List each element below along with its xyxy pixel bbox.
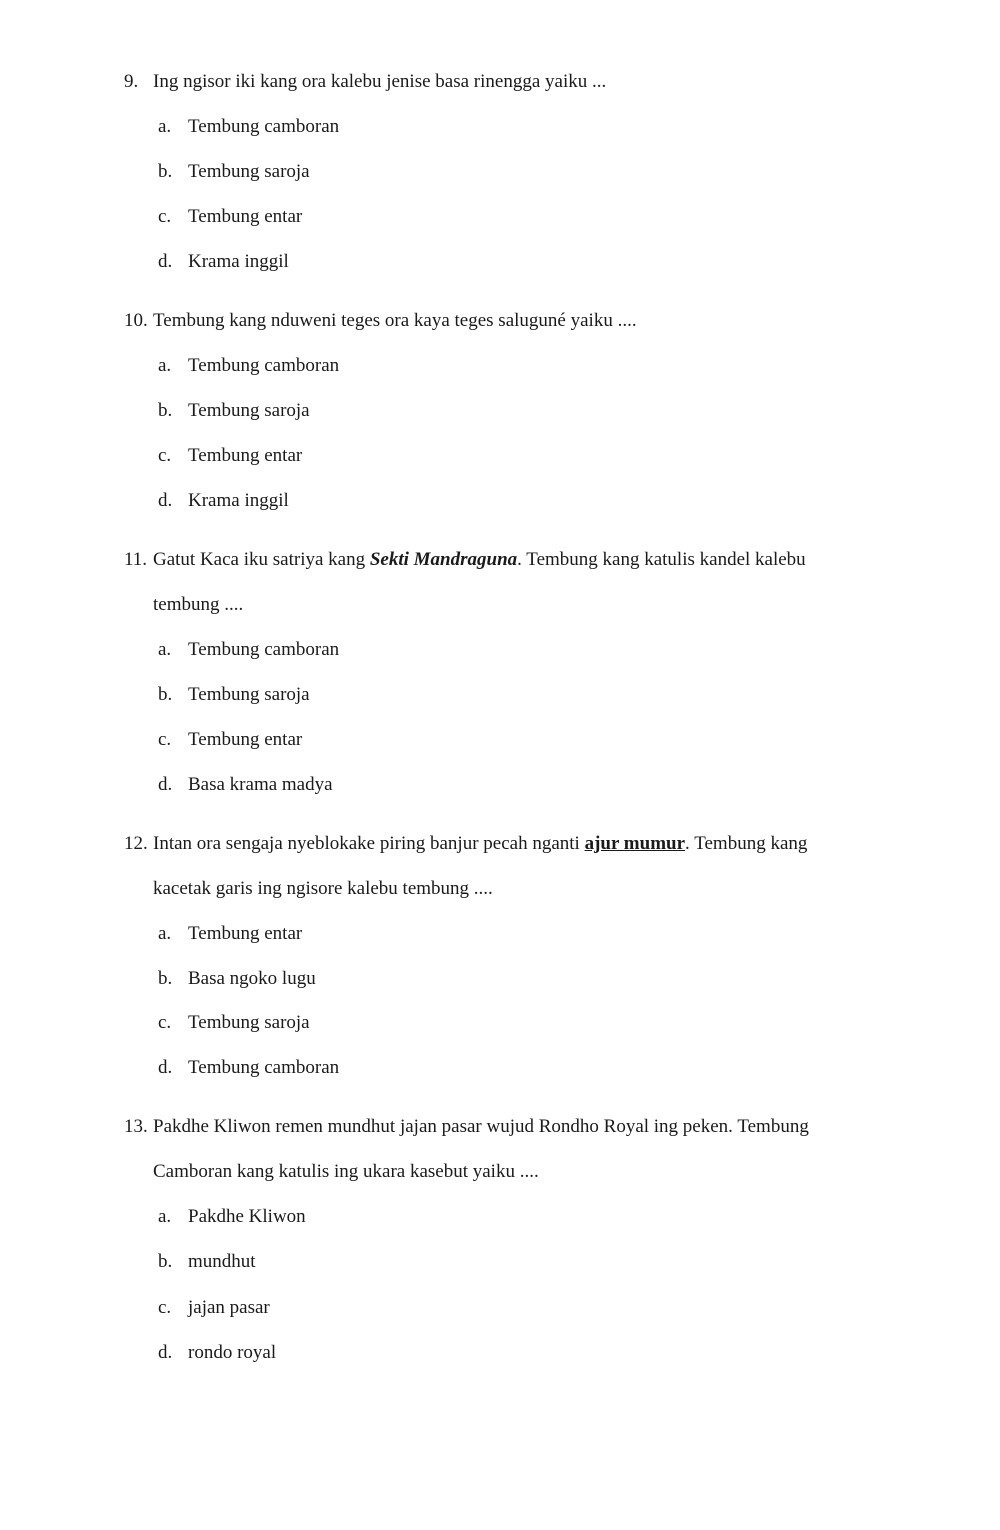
option-letter: b. — [158, 1251, 173, 1272]
option-letter: d. — [158, 1342, 173, 1363]
question-text-line2: tembung .... — [153, 594, 244, 615]
question-text-before: Gatut Kaca iku satriya kang — [153, 549, 370, 570]
option-letter: b. — [158, 161, 173, 182]
option-text: Tembung saroja — [188, 1012, 310, 1033]
question-text: Ing ngisor iki kang ora kalebu jenise basa rinengga yaiku ... — [153, 71, 607, 92]
question-text: Pakdhe Kliwon remen mundhut jajan pasar wujud Rondho Royal ing peken. Tembung — [153, 1116, 809, 1137]
option-letter: a. — [158, 923, 172, 944]
option-letter: a. — [158, 1206, 172, 1227]
option-letter: a. — [158, 355, 172, 376]
question-text-line2: Camboran kang katulis ing ukara kasebut yaiku .... — [153, 1161, 539, 1182]
emphasized-phrase: ajur mumur — [584, 833, 686, 854]
emphasized-phrase: Sekti Mandraguna — [369, 549, 518, 570]
option-text: Basa ngoko lugu — [188, 968, 316, 989]
question-number: 13. — [124, 1116, 148, 1137]
option-text: Tembung entar — [188, 923, 303, 944]
option-text: Tembung camboran — [188, 116, 340, 137]
option-letter: c. — [158, 445, 172, 466]
question-text — [153, 548, 806, 572]
option-letter: c. — [158, 1012, 172, 1033]
option-text: Tembung camboran — [188, 1057, 340, 1078]
option-letter: c. — [158, 206, 172, 227]
option-letter: d. — [158, 490, 173, 511]
question-number: 10. — [124, 310, 148, 331]
option-letter: b. — [158, 968, 173, 989]
option-text: Tembung entar — [188, 445, 303, 466]
option-text: Tembung camboran — [188, 355, 340, 376]
option-text: Pakdhe Kliwon — [188, 1206, 306, 1227]
question-text-line2: kacetak garis ing ngisore kalebu tembung .... — [153, 878, 493, 899]
question-text: Tembung kang nduweni teges ora kaya teges saluguné yaiku .... — [153, 310, 637, 331]
option-text: Tembung saroja — [188, 400, 310, 421]
option-text: jajan pasar — [188, 1297, 270, 1318]
option-text: Tembung camboran — [188, 639, 340, 660]
option-text: Tembung entar — [188, 206, 303, 227]
option-letter: b. — [158, 684, 173, 705]
option-text: Krama inggil — [188, 490, 289, 511]
option-text: Tembung saroja — [188, 161, 310, 182]
option-text: mundhut — [188, 1251, 256, 1272]
option-letter: c. — [158, 1297, 172, 1318]
option-letter: d. — [158, 251, 173, 272]
option-letter: a. — [158, 116, 172, 137]
question-text-after: . Tembung kang — [685, 833, 808, 854]
question-text-before: Intan ora sengaja nyeblokake piring banjur pecah nganti — [153, 833, 585, 854]
question-number: 11. — [124, 549, 148, 570]
option-text: rondo royal — [188, 1342, 277, 1363]
option-letter: a. — [158, 639, 172, 660]
option-text: Tembung entar — [188, 729, 303, 750]
option-letter: d. — [158, 774, 173, 795]
question-text — [153, 832, 807, 856]
question-text-after: . Tembung kang katulis kandel kalebu — [517, 549, 806, 570]
option-text: Tembung saroja — [188, 684, 310, 705]
question-number: 12. — [124, 833, 148, 854]
option-text: Basa krama madya — [188, 774, 333, 795]
option-letter: d. — [158, 1057, 173, 1078]
question-number: 9. — [124, 71, 139, 92]
option-letter: b. — [158, 400, 173, 421]
option-letter: c. — [158, 729, 172, 750]
option-text: Krama inggil — [188, 251, 289, 272]
